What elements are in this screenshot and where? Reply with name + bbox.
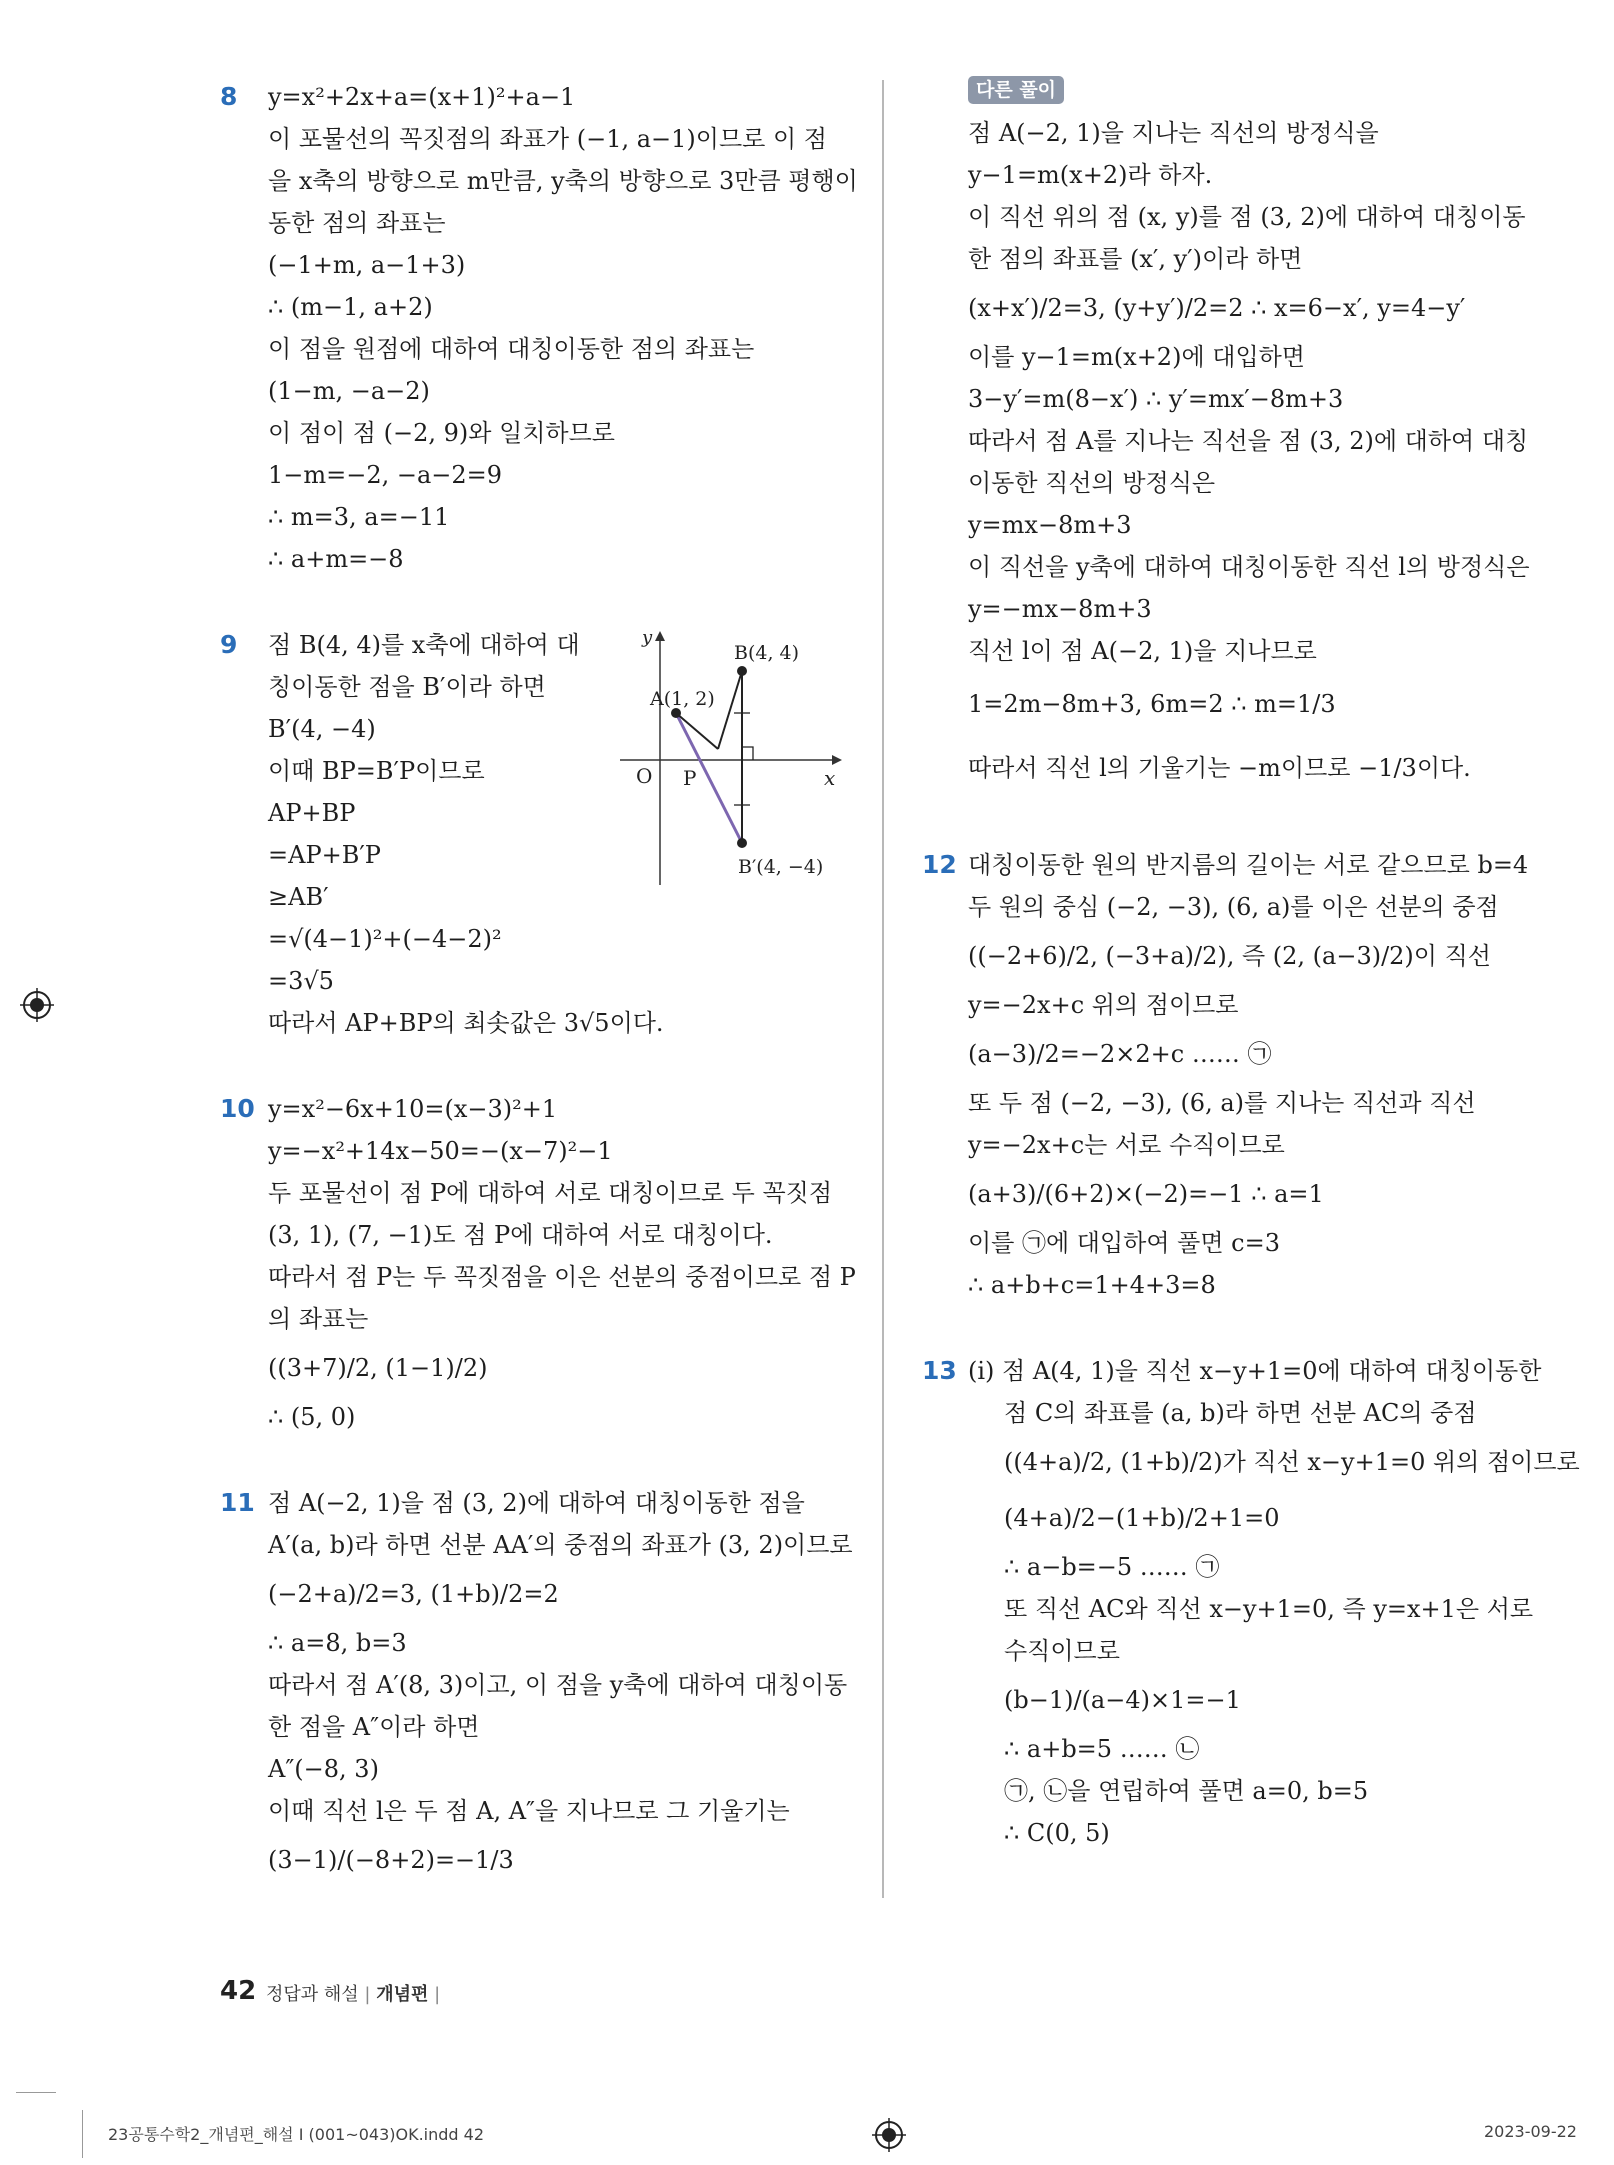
text-line: 따라서 점 A를 지나는 직선을 점 (3, 2)에 대하여 대칭 — [968, 427, 1529, 455]
text-line: 이 직선을 y축에 대하여 대칭이동한 직선 l의 방정식은 — [968, 553, 1530, 581]
text-line: (1−m, −a−2) — [268, 377, 430, 405]
text-line: 따라서 직선 l의 기울기는 −m이므로 −1/3이다. — [968, 754, 1471, 782]
text-line: 1=2m−8m+3, 6m=2 ∴ m=1/3 — [968, 690, 1336, 718]
point-p-label: P — [683, 766, 697, 790]
alternate-solution — [968, 76, 1568, 800]
point-b-prime — [737, 838, 747, 848]
text-line: ∴ a+b=5 …… ㉡ — [1004, 1735, 1200, 1763]
text-line: ∴ a−b=−5 …… ㉠ — [1004, 1553, 1220, 1581]
text-line: (a+3)/(6+2)×(−2)=−1 ∴ a=1 — [968, 1180, 1324, 1208]
problem-8 — [220, 76, 868, 580]
text-line: ∴ C(0, 5) — [1004, 1819, 1110, 1847]
right-angle-mark — [742, 747, 753, 760]
text-line: 두 포물선이 점 P에 대하여 서로 대칭이므로 두 꼭짓점 — [268, 1179, 833, 1207]
text-line: 칭이동한 점을 B′이라 하면 — [268, 673, 546, 701]
text-line: ∴ (5, 0) — [268, 1403, 356, 1431]
problem-number: 8 — [220, 82, 238, 111]
text-line: ((4+a)/2, (1+b)/2)가 직선 x−y+1=0 위의 점이므로 — [1004, 1448, 1580, 1476]
registration-mark-icon — [872, 2118, 906, 2152]
text-line: (b−1)/(a−4)×1=−1 — [1004, 1686, 1241, 1714]
text-line: (3−1)/(−8+2)=−1/3 — [268, 1846, 514, 1874]
text-line: =AP+B′P — [268, 841, 381, 869]
page-number: 42 — [220, 1976, 257, 2006]
text-line: 이 점이 점 (−2, 9)와 일치하므로 — [268, 419, 615, 447]
text-line: ((3+7)/2, (1−1)/2) — [268, 1354, 488, 1382]
text-line: ∴ (m−1, a+2) — [268, 293, 433, 321]
right-column — [922, 76, 1580, 1854]
running-footer — [266, 1980, 440, 2006]
text-line: 따라서 점 P는 두 꼭짓점을 이은 선분의 중점이므로 점 P — [268, 1263, 856, 1291]
text-line: (ⅰ) 점 A(4, 1)을 직선 x−y+1=0에 대하여 대칭이동한 — [968, 1357, 1542, 1385]
text-line: 이를 y−1=m(x+2)에 대입하면 — [968, 343, 1305, 371]
problem-13 — [922, 1350, 1580, 1854]
text-line: 3−y′=m(8−x′) ∴ y′=mx′−8m+3 — [968, 385, 1344, 413]
text-line: 동한 점의 좌표는 — [268, 209, 446, 237]
point-b-prime-label: B′(4, −4) — [738, 856, 824, 878]
text-line: ∴ a+m=−8 — [268, 545, 404, 573]
crop-mark — [82, 2110, 83, 2158]
origin-label: O — [636, 764, 653, 788]
text-line: 점 C의 좌표를 (a, b)라 하면 선분 AC의 중점 — [1004, 1399, 1477, 1427]
text-line: 을 x축의 방향으로 m만큼, y축의 방향으로 3만큼 평행이 — [268, 167, 858, 195]
text-line: 따라서 AP+BP의 최솟값은 3√5이다. — [268, 1009, 664, 1037]
registration-mark-icon — [20, 988, 54, 1022]
text-line: 또 직선 AC와 직선 x−y+1=0, 즉 y=x+1은 서로 — [1004, 1595, 1534, 1623]
text-line: 한 점을 A″이라 하면 — [268, 1713, 480, 1741]
text-line: 1−m=−2, −a−2=9 — [268, 461, 503, 489]
problem-10 — [220, 1088, 868, 1438]
text-line: =√(4−1)²+(−4−2)² — [268, 925, 502, 953]
x-axis-arrow-icon — [832, 755, 842, 765]
text-line: 이때 직선 l은 두 점 A, A″을 지나므로 그 기울기는 — [268, 1797, 790, 1825]
x-axis-label: x — [824, 766, 836, 790]
text-line: (−2+a)/2=3, (1+b)/2=2 — [268, 1580, 559, 1608]
text-line: 이동한 직선의 방정식은 — [968, 469, 1216, 497]
text-line: (x+x′)/2=3, (y+y′)/2=2 ∴ x=6−x′, y=4−y′ — [968, 294, 1466, 322]
column-divider — [882, 80, 884, 1898]
text-line: ∴ m=3, a=−11 — [268, 503, 450, 531]
alt-solution-tag: 다른 풀이 — [968, 76, 1064, 104]
problem-12 — [922, 844, 1568, 1306]
text-line: (−1+m, a−1+3) — [268, 251, 466, 279]
print-slug-file: 23공통수학2_개념편_해설 I (001~043)OK.indd 42 — [108, 2125, 485, 2144]
text-line: 이 포물선의 꼭짓점의 좌표가 (−1, a−1)이므로 이 점 — [268, 125, 827, 153]
footer-separator: | — [434, 1984, 441, 2005]
text-line: 의 좌표는 — [268, 1305, 369, 1333]
text-line: y=−2x+c 위의 점이므로 — [968, 991, 1239, 1019]
crop-mark — [16, 2092, 56, 2093]
text-line: 이때 BP=B′P이므로 — [268, 757, 485, 785]
text-line: 이를 ㉠에 대입하여 풀면 c=3 — [968, 1229, 1280, 1257]
text-line: =3√5 — [268, 967, 334, 995]
text-line: A′(a, b)라 하면 선분 AA′의 중점의 좌표가 (3, 2)이므로 — [268, 1531, 853, 1559]
text-line: (4+a)/2−(1+b)/2+1=0 — [1004, 1504, 1280, 1532]
text-line: 직선 l이 점 A(−2, 1)을 지나므로 — [968, 637, 1317, 665]
print-slug-date: 2023-09-22 — [1484, 2122, 1577, 2141]
text-line: 점 B(4, 4)를 x축에 대하여 대 — [268, 631, 580, 659]
footer-section: 정답과 해설 — [266, 1984, 359, 2005]
text-line: ≥AB′ — [268, 883, 329, 911]
point-b-label: B(4, 4) — [734, 642, 800, 664]
text-line: 수직이므로 — [1004, 1637, 1120, 1665]
problem-11 — [220, 1482, 868, 1888]
text-line: 점 A(−2, 1)을 지나는 직선의 방정식을 — [968, 119, 1379, 147]
text-line: 점 A(−2, 1)을 점 (3, 2)에 대하여 대칭이동한 점을 — [268, 1489, 805, 1517]
text-line: A″(−8, 3) — [268, 1755, 379, 1783]
text-line: 이 점을 원점에 대하여 대칭이동한 점의 좌표는 — [268, 335, 755, 363]
segment-ap — [676, 713, 718, 749]
text-line: 또 두 점 (−2, −3), (6, a)를 지나는 직선과 직선 — [968, 1089, 1476, 1117]
footer-part: 개념편 — [376, 1984, 429, 2005]
text-line: (a−3)/2=−2×2+c …… ㉠ — [968, 1040, 1272, 1068]
text-line: B′(4, −4) — [268, 715, 376, 743]
left-column — [220, 76, 868, 1888]
segment-pb — [718, 671, 742, 749]
problem-number: 12 — [922, 850, 957, 879]
text-line: y=mx−8m+3 — [968, 511, 1132, 539]
text-line: 한 점의 좌표를 (x′, y′)이라 하면 — [968, 245, 1303, 273]
y-axis-label: y — [642, 627, 653, 648]
text-line: y=−mx−8m+3 — [968, 595, 1152, 623]
text-line: AP+BP — [268, 799, 356, 827]
problem-number: 9 — [220, 630, 238, 659]
text-line: ((−2+6)/2, (−3+a)/2), 즉 (2, (a−3)/2)이 직선 — [968, 942, 1491, 970]
text-line: y=x²+2x+a=(x+1)²+a−1 — [268, 83, 576, 111]
text-line: ∴ a=8, b=3 — [268, 1629, 407, 1657]
text-line: y=x²−6x+10=(x−3)²+1 — [268, 1095, 558, 1123]
problem-number: 13 — [922, 1356, 957, 1385]
text-line: 따라서 점 A′(8, 3)이고, 이 점을 y축에 대하여 대칭이동 — [268, 1671, 848, 1699]
text-line: y=−2x+c는 서로 수직이므로 — [968, 1131, 1285, 1159]
text-line: (3, 1), (7, −1)도 점 P에 대하여 서로 대칭이다. — [268, 1221, 773, 1249]
text-line: 이 직선 위의 점 (x, y)를 점 (3, 2)에 대하여 대칭이동 — [968, 203, 1526, 231]
text-line: ∴ a+b+c=1+4+3=8 — [968, 1271, 1216, 1299]
text-line: y=−x²+14x−50=−(x−7)²−1 — [268, 1137, 613, 1165]
text-line: 대칭이동한 원의 반지름의 길이는 서로 같으므로 b=4 — [968, 851, 1529, 879]
reflection-diagram — [620, 625, 850, 895]
footer-separator: | — [364, 1984, 371, 2005]
text-line: 두 원의 중심 (−2, −3), (6, a)를 이은 선분의 중점 — [968, 893, 1499, 921]
text-line: ㉠, ㉡을 연립하여 풀면 a=0, b=5 — [1004, 1777, 1369, 1805]
point-b — [737, 666, 747, 676]
problem-number: 11 — [220, 1488, 255, 1517]
problem-number: 10 — [220, 1094, 255, 1123]
y-axis-arrow-icon — [655, 631, 665, 641]
text-line: y−1=m(x+2)라 하자. — [968, 161, 1213, 189]
point-a-label: A(1, 2) — [650, 688, 715, 710]
